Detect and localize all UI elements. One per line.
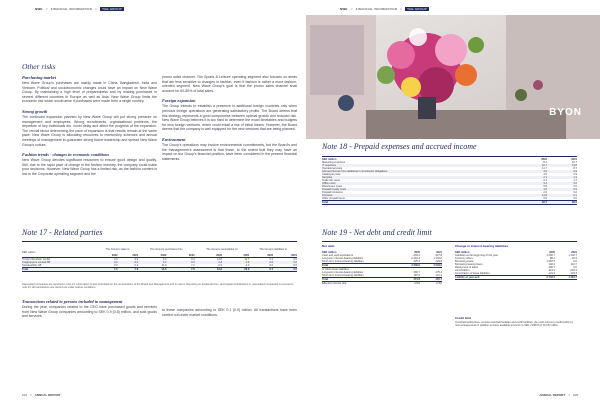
- cell-value: -190.7: [547, 266, 555, 269]
- header-separator: //: [400, 7, 403, 11]
- row-label: Liabilities at the beginning of the year: [455, 254, 498, 257]
- table-unit: SEK million: [22, 251, 36, 254]
- row-label: Craghoppers Limited AB: [22, 261, 97, 264]
- right-footer: [539, 393, 578, 397]
- cell-value: 0.1: [269, 258, 274, 261]
- note17-title: Note 17 - Related parties: [22, 228, 103, 237]
- cell-value: 8.7: [573, 167, 577, 170]
- table-year: 2021: [571, 158, 577, 161]
- transactions-heading: Transactions related to persons included in management: [22, 299, 123, 304]
- page-number: 105: [572, 393, 578, 397]
- cell-value: 1 044.0: [420, 264, 442, 268]
- row-label: Effective interest rate: [322, 282, 347, 285]
- table-row: [455, 276, 577, 280]
- transactions-col1: [22, 299, 157, 319]
- note17-table: [22, 244, 297, 272]
- transactions-col2: [162, 308, 297, 317]
- cell-value: 2 419.4: [411, 257, 420, 260]
- row-label: Catalogue costs: [322, 173, 341, 176]
- changes-table: [455, 251, 577, 280]
- row-label: Office costs: [322, 182, 517, 185]
- cell-value: 0.2: [162, 258, 167, 261]
- note19-title: Note 19 - Net debt and credit limit: [322, 228, 432, 237]
- row-label: Amortization of lease liabilities: [455, 272, 490, 275]
- cell-value: 4.6%: [414, 282, 420, 285]
- cell-value: 0.0: [245, 264, 250, 267]
- fashion-text: New Wave Group devotes significant resources to ensure good design and quality. Still, due to the rapid pace of change in the fashion industry, the company could make poor decisions. However, New Wave Group has a limited risk, as the fashion content is low in the Corporate operating segment and the: [22, 158, 157, 176]
- cell-value: 0.5: [293, 264, 297, 267]
- cell-value: 0.4: [191, 258, 195, 261]
- table-unit: SEK million: [455, 251, 470, 254]
- cell-value: 11.7: [244, 258, 250, 261]
- environment-text: The Group's operations may involve environmental commitments, but the Board's and the management's assessment is that these, to the extent that they may have an impact on the Group's financial position, have been considered in the present financial statements.: [162, 142, 297, 161]
- cell-value: 1.7: [573, 179, 577, 182]
- table-year: 2021: [291, 254, 297, 257]
- cell-value: 13.8: [216, 258, 223, 261]
- table-unit: SEK million: [322, 158, 337, 161]
- cell-value: 7.6: [166, 268, 194, 272]
- table-year: 2021: [571, 251, 577, 254]
- cell-value: 1 587.5: [546, 260, 555, 263]
- footer-title: ANNUAL REPORT: [34, 393, 61, 397]
- cell-value: 2.4: [543, 179, 547, 182]
- row-label: Short-term interest-bearing liabilities: [322, 260, 364, 263]
- header-section: FINANCIAL INFORMATION: [50, 7, 93, 11]
- cell-value: 112.7: [570, 263, 577, 266]
- table-row: [22, 268, 297, 272]
- row-label: Total: [22, 268, 97, 272]
- table-year: 2022: [541, 158, 547, 161]
- cell-value: 476.7: [420, 278, 442, 282]
- table-group-header: The Group's purchases from: [150, 247, 183, 251]
- cell-value: 132.4: [548, 263, 555, 266]
- row-label: Other prepaid items: [322, 197, 345, 200]
- net-debt-table: [322, 251, 442, 285]
- cell-value: 1 144.0: [433, 257, 442, 260]
- cell-value: 86.1: [549, 257, 555, 260]
- row-label: Repayment of loans: [455, 266, 479, 269]
- cell-value: 8.1: [543, 161, 547, 164]
- cell-value: 4.9: [134, 258, 139, 261]
- purchasing-heading: Purchasing market: [22, 75, 57, 80]
- cell-value: 0.0: [134, 264, 139, 267]
- divider: [322, 241, 577, 242]
- cell-value: -124.3: [547, 272, 555, 275]
- transactions-text-2: to these companies amounting to SEK 0.1 (0.0) million. All transactions have been carried out under market conditions.: [162, 308, 297, 317]
- cell-value: 1 142.7: [568, 254, 577, 257]
- cell-value: 0.0: [573, 266, 577, 269]
- header-brand: NWE: [35, 7, 43, 11]
- row-label: Borrowing leasing loans: [455, 263, 483, 266]
- credit-limit-text: Overdraft facility lines, unused overdraft facilities and credit facilities, the multi-currency credit facility by new arrangements in addition to those available amounts to SEK 2 838.8 (2 713.8) million.: [455, 321, 574, 328]
- cell-value: 325.4: [413, 260, 420, 263]
- table-row: [322, 282, 442, 286]
- other-risks-title: Other risks: [22, 62, 56, 71]
- cell-value: 13.8: [195, 268, 222, 272]
- cell-value: 1.6: [517, 188, 547, 191]
- table-year: 2021: [436, 251, 442, 254]
- left-header: [35, 6, 124, 12]
- cell-value: 275.4: [435, 271, 442, 274]
- cell-value: 4.9: [113, 258, 118, 261]
- row-label: Long-term interest-bearing liabilities: [322, 271, 364, 274]
- row-label: Currency effect: [455, 257, 473, 260]
- table-year: 2022: [549, 251, 555, 254]
- cell-value: 11.8: [517, 194, 547, 197]
- table-year: 2021: [188, 254, 195, 257]
- row-label: Total: [322, 278, 398, 282]
- cell-value: 474.2: [398, 278, 420, 282]
- row-label: Warehouse costs: [322, 185, 342, 188]
- row-label: Trade fair costs: [322, 179, 340, 182]
- cell-value: 6.1: [547, 194, 577, 197]
- cell-value: 187.5: [413, 274, 420, 277]
- foreign-heading: Foreign expansion: [162, 98, 196, 104]
- table-year: 2022: [267, 254, 274, 257]
- hero-photo: [306, 15, 600, 139]
- cell-value: 0.0: [97, 261, 118, 264]
- header-active-tab[interactable]: THE GROUP: [102, 7, 122, 11]
- row-label: Prepaid royalty costs: [322, 188, 517, 191]
- row-label: Sustainability AB: [22, 264, 42, 267]
- cell-value: 1 066.7: [546, 254, 555, 257]
- table-year: 2022: [160, 254, 167, 257]
- header-separator: //: [350, 7, 353, 11]
- cell-value: 6.0: [573, 197, 577, 200]
- note18-table: [322, 158, 577, 205]
- cell-value: 3.0: [573, 185, 577, 188]
- cell-value: -294.4: [569, 269, 577, 272]
- strong-growth-heading: Strong growth: [22, 108, 48, 114]
- cell-value: 14.5: [138, 268, 166, 272]
- cell-value: 229.8: [435, 260, 442, 263]
- row-label: Total: [322, 201, 517, 205]
- cell-value: 9.6: [543, 197, 547, 200]
- cell-value: 0.0: [573, 260, 577, 263]
- note18-title: Note 18 - Prepaid expenses and accrued income: [322, 142, 477, 151]
- cell-value: 0.4: [138, 261, 166, 264]
- cell-value: 0.0: [166, 261, 194, 264]
- cell-value: 20.9: [222, 268, 249, 272]
- cell-value: 0.0: [249, 261, 273, 264]
- cell-value: 0.0: [269, 264, 274, 267]
- cell-value: 121.3: [435, 274, 442, 277]
- table-group-header: The Group's sales to: [105, 247, 130, 251]
- right-header: [340, 6, 429, 12]
- cell-value: 2.3%: [436, 282, 442, 285]
- purchasing-text: New Wave Group's purchases are mainly made in China, Bangladesh, India and Vietnam. Political and socioeconomic changes could have an impact on New Wave Group. By maintaining a high level of preparedness and by making purchases in several different countries in Europe as well as Asia, New Wave Group limits the economic risk which would arise if purchases were made from a single country.: [22, 81, 157, 104]
- cell-value: 0.5: [273, 268, 297, 272]
- table-year: 2022: [111, 254, 118, 257]
- cell-value: 0.7: [249, 268, 273, 272]
- cell-value: 5.9: [543, 185, 547, 188]
- cell-value: 3.6: [517, 170, 547, 173]
- divider: [22, 241, 297, 242]
- footer-separator: //: [568, 393, 570, 397]
- table-year: 2021: [243, 254, 250, 257]
- row-label: of which lease liabilities: [322, 268, 349, 271]
- cell-value: 0.8: [195, 261, 222, 264]
- cell-value: 66.5: [547, 201, 577, 205]
- other-risks-col1: [22, 75, 157, 177]
- cell-value: 0.9: [222, 261, 249, 264]
- col2-intro-text: promo sales channel. The Sports & Leisure operating segment also focuses on areas that are less sensitive to changes in fashion, even if fashion is rather a more fashion-oriented segment. New Wave Group's goal is that the promo sales channel shall account for 60-80% of total sales.: [162, 75, 297, 93]
- other-risks-col2: [162, 75, 297, 161]
- photo-brand-logo: BYON: [549, 107, 582, 118]
- cell-value: 0.9: [547, 188, 577, 191]
- row-label: Long-term interest-bearing liabilities: [322, 257, 364, 260]
- cell-value: 7.2: [191, 264, 195, 267]
- cell-value: 10.7: [571, 161, 577, 164]
- cell-value: 0.0: [273, 261, 297, 264]
- cell-value: 0.0: [293, 258, 297, 261]
- row-label: IT expenses: [322, 164, 517, 167]
- divider: [322, 156, 577, 157]
- cell-value: 16.7: [517, 164, 547, 167]
- note17-footnote: Associated companies are reported in note 13. Information is also submitted on the remuneration of the Board and Management and in note 6. Reporting on dividends from, and capital contributions to, associated companies is covered in note 13. All transactions are carried out under market conditions.: [22, 283, 294, 290]
- cell-value: -113.4: [547, 269, 555, 272]
- cell-value: 93.7: [517, 201, 547, 205]
- net-debt-heading: Net debt: [322, 244, 335, 248]
- cell-value: -104.4: [569, 272, 577, 275]
- cell-value: 4.3: [543, 191, 547, 194]
- header-section: FINANCIAL INFORMATION: [355, 7, 398, 11]
- row-label: Torsten Wendelin GmbH: [22, 258, 51, 261]
- fashion-heading: Fashion trends - changes in economic conditions: [22, 152, 110, 158]
- cell-value: 13.8: [547, 164, 577, 167]
- table-year: 2021: [132, 254, 139, 257]
- interior-photo-graphic: [306, 15, 600, 139]
- cell-value: 11.7: [542, 167, 547, 170]
- header-separator: //: [45, 7, 48, 11]
- row-label: Marketing expenses: [322, 161, 346, 164]
- cell-value: 0.0: [218, 264, 223, 267]
- cell-value: 1.3: [547, 176, 577, 179]
- cell-value: 286.7: [413, 271, 420, 274]
- cell-value: 2.1: [517, 176, 547, 179]
- row-label: Amortization: [455, 269, 470, 272]
- cell-value: 2 339.6: [398, 264, 420, 268]
- cell-value: -403.4: [412, 254, 420, 257]
- cell-value: 0.0: [113, 264, 118, 267]
- cell-value: 3.4: [517, 182, 547, 185]
- cell-value: 11.0: [161, 264, 167, 267]
- row-label: Prepaid insurance: [322, 191, 343, 194]
- row-label: Total: [322, 264, 398, 268]
- header-active-tab[interactable]: THE GROUP: [407, 7, 427, 11]
- changes-heading: Change in interest-bearing liabilities: [455, 244, 509, 248]
- cell-value: 2.9: [547, 170, 577, 173]
- cell-value: 4.0: [543, 173, 547, 176]
- cell-value: 3.2: [573, 191, 577, 194]
- transactions-text: During the year, companies related to the CEO have purchased goods and services from New Wave Group companies amounting to SEK 0.9 (0.8) million, and sold goods and services: [22, 305, 157, 319]
- footer-separator: //: [30, 393, 32, 397]
- environment-heading: Environment: [162, 136, 186, 142]
- page-number: 104: [22, 393, 28, 397]
- row-label: Samples: [322, 176, 517, 179]
- row-label: Cash and cash equivalents: [322, 254, 354, 257]
- table-group-header: The Group's receivables on: [206, 247, 238, 251]
- cell-value: -327.8: [434, 254, 442, 257]
- table-year: 2022: [216, 254, 223, 257]
- cell-value: 2.9: [573, 173, 577, 176]
- left-footer: [22, 393, 61, 397]
- table-row: [322, 201, 577, 205]
- row-label: Accrued income from additional / commission obligations: [322, 170, 517, 173]
- foreign-text: The Group intends to establish a presence in additional foreign countries only when previous foreign operations are generating satisfactory profits. The Board deems that this strategy represents a good compromise between optimal growth and reduced risk. New Wave Group believes it is too hard to determine the exact timetables and budgets for new foreign ventures, which could entail a risk of initial losses. However, the Board deems that the company is well equipped for the new ventures that are being planned.: [162, 104, 297, 132]
- table-unit: SEK million: [322, 251, 337, 254]
- cell-value: 2 743.1: [533, 276, 555, 280]
- cell-value: 7.5: [97, 268, 118, 272]
- table-year: 2022: [414, 251, 420, 254]
- row-label: Liability at year-end: [455, 276, 533, 280]
- row-label: Short-term interest-bearing liabilities: [322, 274, 364, 277]
- table-group-header: The Group's liabilities to: [259, 247, 287, 251]
- cell-value: 3.2: [547, 182, 577, 185]
- header-brand: NWE: [340, 7, 348, 11]
- row-label: Borrowing loans: [455, 260, 474, 263]
- cell-value: 1 384.7: [555, 276, 577, 280]
- row-label: Incentive: [322, 194, 517, 197]
- cell-value: 42.3: [571, 257, 577, 260]
- strong-growth-text: The continued expansion planned by New Wave Group will put strong pressure on management and employees. Wrong recruitments, organisational problems, the departure of key individuals etc. could delay and affect the progress of the expansion. The crucial factor determining the pace of expansion is that results remain at the same pace. New Wave Group is allocating resources to mentorship schemes and annual meetings of management to guarantee strong future leadership and spread New Wave Group's culture.: [22, 114, 157, 147]
- cell-value: 0.0: [118, 261, 139, 264]
- footer-title: ANNUAL REPORT: [539, 393, 566, 397]
- header-separator: //: [95, 7, 98, 11]
- cell-value: 7.9: [118, 268, 139, 272]
- row-label: Operational costs: [322, 167, 343, 170]
- credit-limit-heading: Credit limit: [455, 316, 472, 320]
